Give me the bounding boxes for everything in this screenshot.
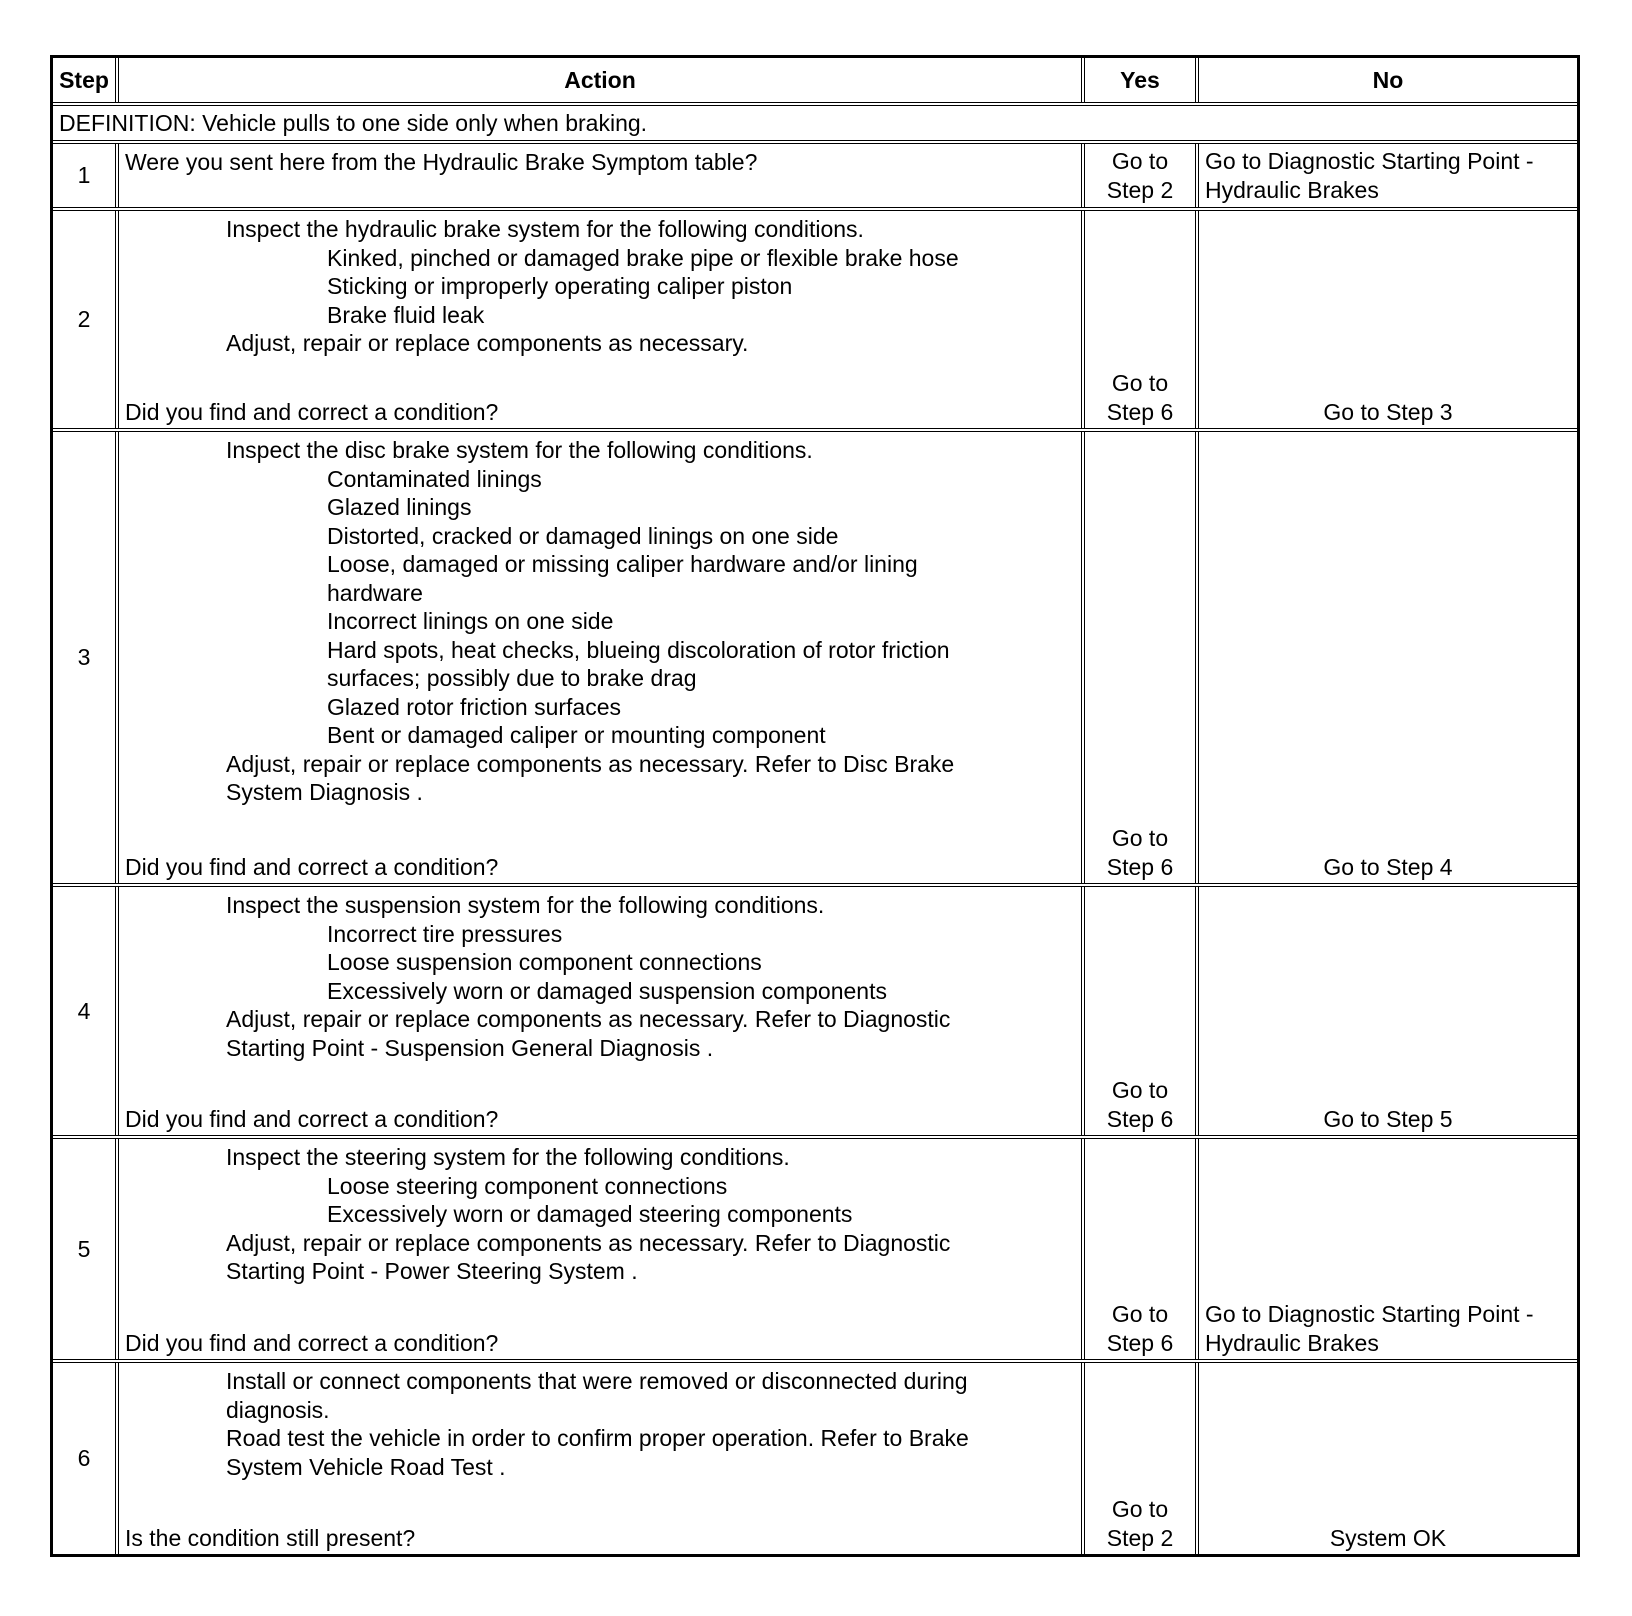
action-line: Adjust, repair or replace components as necessary. Refer to Diagnostic [226, 1006, 951, 1032]
no-text: Go to Step 4 [1323, 853, 1453, 880]
action-line: Glazed linings [327, 494, 472, 520]
action-cell [119, 1139, 1085, 1359]
table-row [53, 883, 1577, 1135]
yes-text: Go to [1111, 148, 1169, 174]
definition-row [53, 102, 1577, 140]
no-cell [1199, 144, 1577, 207]
action-line: Inspect the hydraulic brake system for the following conditions. [226, 216, 864, 242]
no-text: Go to Step 5 [1323, 1105, 1453, 1132]
table-row [53, 1135, 1577, 1359]
action-question: Did you find and correct a condition? [125, 1105, 499, 1132]
action-line: surfaces; possibly due to brake drag [327, 665, 697, 691]
no-text: System OK [1329, 1524, 1447, 1551]
action-cell [119, 144, 1085, 207]
yes-cell [1085, 144, 1199, 207]
action-line: Bent or damaged caliper or mounting component [327, 722, 826, 748]
action-line: Contaminated linings [327, 465, 542, 492]
table-header-row [53, 58, 1577, 102]
action-line: Inspect the steering system for the following conditions. [226, 1144, 790, 1170]
table-row [53, 428, 1577, 883]
action-cell [119, 211, 1085, 428]
header-no: No [1372, 66, 1404, 93]
yes-text: Step 6 [1106, 1105, 1174, 1132]
yes-text: Go to [1111, 825, 1169, 851]
yes-text: Go to [1111, 370, 1169, 396]
yes-text: Go to [1111, 1496, 1169, 1522]
action-line: Adjust, repair or replace components as necessary. Refer to Disc Brake [226, 750, 955, 777]
action-line: Loose suspension component connections [327, 949, 762, 975]
action-line: Were you sent here from the Hydraulic Brake Symptom table? [125, 149, 758, 175]
yes-text: Step 2 [1106, 176, 1174, 203]
action-line: Starting Point - Power Steering System . [226, 1258, 638, 1284]
action-cell [119, 1363, 1085, 1554]
step-number: 5 [53, 1139, 119, 1359]
no-text: Hydraulic Brakes [1205, 176, 1379, 203]
action-line: Kinked, pinched or damaged brake pipe or flexible brake hose [327, 244, 959, 271]
action-line: Loose steering component connections [327, 1172, 728, 1199]
action-cell [119, 432, 1085, 883]
yes-text: Go to [1111, 1301, 1169, 1327]
yes-cell [1085, 1139, 1199, 1359]
action-question: Did you find and correct a condition? [125, 853, 499, 880]
yes-cell [1085, 211, 1199, 428]
step-number: 2 [53, 211, 119, 428]
action-line: diagnosis. [226, 1396, 330, 1423]
definition-text: DEFINITION: Vehicle pulls to one side only when braking. [59, 109, 648, 136]
action-line: Brake fluid leak [327, 301, 485, 328]
action-line: hardware [327, 579, 423, 606]
header-action: Action [119, 58, 1085, 102]
no-text: Go to Diagnostic Starting Point - [1205, 148, 1534, 174]
no-text: Hydraulic Brakes [1205, 1329, 1379, 1356]
table-row [53, 1359, 1577, 1554]
step-number: 1 [53, 144, 119, 207]
no-cell [1199, 1139, 1577, 1359]
action-line: Sticking or improperly operating caliper piston [327, 273, 793, 299]
action-line: System Diagnosis . [226, 779, 423, 805]
yes-text: Go to [1111, 1077, 1169, 1103]
step-number: 6 [53, 1363, 119, 1554]
action-question: Did you find and correct a condition? [125, 398, 499, 425]
yes-text: Step 6 [1106, 853, 1174, 880]
action-line: Install or connect components that were removed or disconnected during [226, 1368, 968, 1394]
action-line: Glazed rotor friction surfaces [327, 693, 622, 720]
no-cell [1199, 887, 1577, 1135]
table-row [53, 207, 1577, 428]
action-line: Adjust, repair or replace components as necessary. [226, 330, 749, 356]
action-cell [119, 887, 1085, 1135]
action-line: Starting Point - Suspension General Diagnosis . [226, 1034, 714, 1061]
action-question: Did you find and correct a condition? [125, 1329, 499, 1356]
header-yes: Yes [1085, 58, 1199, 102]
header-step: Step [53, 58, 119, 102]
step-number: 4 [53, 887, 119, 1135]
action-line: Excessively worn or damaged steering components [327, 1201, 853, 1227]
yes-text: Step 6 [1106, 1329, 1174, 1356]
no-text: Go to Step 3 [1323, 398, 1453, 425]
step-number: 3 [53, 432, 119, 883]
action-line: Incorrect tire pressures [327, 920, 563, 947]
action-line: Hard spots, heat checks, blueing discoloration of rotor friction [327, 636, 950, 663]
action-line: Distorted, cracked or damaged linings on one side [327, 522, 839, 549]
no-cell [1199, 211, 1577, 428]
action-question: Is the condition still present? [125, 1524, 416, 1551]
diagnostic-table [50, 55, 1580, 1557]
yes-cell [1085, 887, 1199, 1135]
action-line: Adjust, repair or replace components as necessary. Refer to Diagnostic [226, 1229, 951, 1256]
yes-text: Step 6 [1106, 398, 1174, 425]
yes-text: Step 2 [1106, 1524, 1174, 1551]
yes-cell [1085, 1363, 1199, 1554]
action-line: Inspect the disc brake system for the following conditions. [226, 437, 813, 463]
yes-cell [1085, 432, 1199, 883]
action-line: Inspect the suspension system for the following conditions. [226, 892, 825, 918]
no-text: Go to Diagnostic Starting Point - [1205, 1301, 1534, 1327]
no-cell [1199, 432, 1577, 883]
table-row [53, 140, 1577, 207]
no-cell [1199, 1363, 1577, 1554]
action-line: Excessively worn or damaged suspension components [327, 977, 887, 1004]
action-line: System Vehicle Road Test . [226, 1453, 506, 1480]
action-line: Incorrect linings on one side [327, 608, 614, 634]
action-line: Road test the vehicle in order to confirm proper operation. Refer to Brake [226, 1425, 969, 1451]
action-line: Loose, damaged or missing caliper hardware and/or lining [327, 551, 918, 577]
